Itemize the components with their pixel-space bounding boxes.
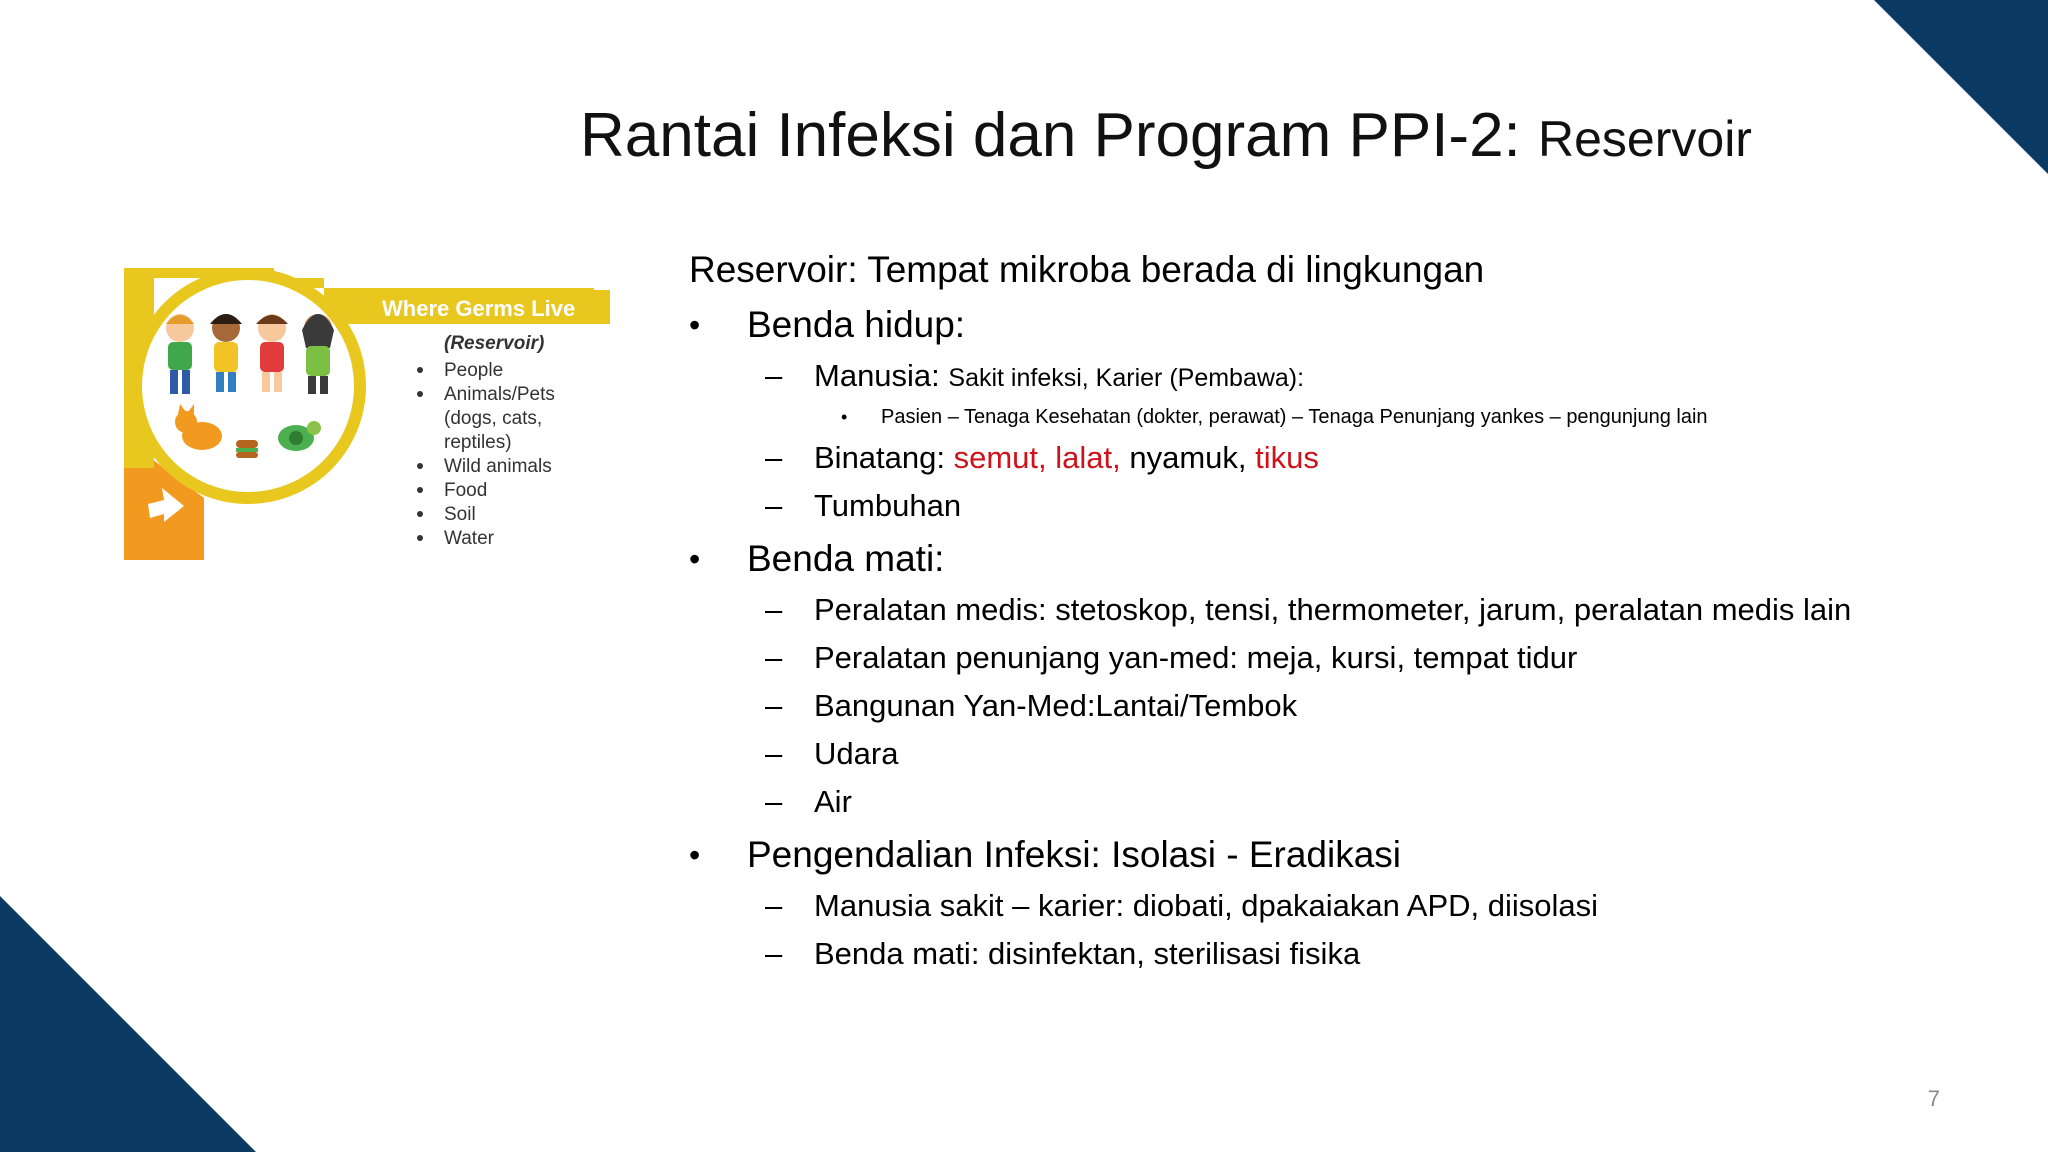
binatang-red-text: semut, lalat, <box>953 440 1121 475</box>
title-sub: Reservoir <box>1538 111 1752 167</box>
manusia-label: Manusia: <box>814 358 949 393</box>
bullet-nonliving-things: • Benda mati: <box>689 532 1989 586</box>
subbullet-nonliving: – Peralatan medis: stetoskop, tensi, thermometer, jarum, peralatan medis lain <box>689 586 1989 634</box>
graphic-subheading: (Reservoir) <box>444 333 545 354</box>
subbullet-control: – Manusia sakit – karier: diobati, dpakaiakan APD, diisolasi <box>689 882 1989 930</box>
graphic-item: (dogs, cats, <box>444 408 543 429</box>
graphic-item: reptiles) <box>444 432 512 453</box>
intro-line: Reservoir: Tempat mikroba berada di lingkungan <box>689 249 1485 290</box>
subbullet-nonliving: – Air <box>689 778 1989 826</box>
page-number: 7 <box>1927 1086 1940 1111</box>
binatang-label: Binatang: <box>814 440 954 475</box>
subbullet-nonliving: – Udara <box>689 730 1989 778</box>
graphic-item: Wild animals <box>444 456 552 477</box>
bullet-living-things: • Benda hidup: <box>689 298 1989 352</box>
subbullet-control: – Benda mati: disinfektan, sterilisasi fisika <box>689 930 1989 978</box>
subbullet-tumbuhan: – Tumbuhan <box>689 482 1989 530</box>
subbullet-nonliving: – Peralatan penunjang yan-med: meja, kursi, tempat tidur <box>689 634 1989 682</box>
title-main: Rantai Infeksi dan Program PPI-2: <box>580 101 1539 170</box>
where-germs-live-graphic <box>124 268 612 560</box>
subsubbullet-manusia-examples: • Pasien – Tenaga Kesehatan (dokter, perawat) – Tenaga Penunjang yankes – pengunjung lain <box>689 400 1989 434</box>
slide-title <box>580 96 1752 179</box>
graphic-heading: Where Germs Live <box>382 296 576 321</box>
graphic-item: People <box>444 360 504 381</box>
subbullet-manusia <box>689 352 1989 400</box>
bullet-infection-control: • Pengendalian Infeksi: Isolasi - Eradikasi <box>689 828 1989 882</box>
subbullet-nonliving: – Bangunan Yan-Med:Lantai/Tembok <box>689 682 1989 730</box>
subbullet-binatang <box>689 434 1989 482</box>
corner-decoration-top-right <box>1874 0 2048 174</box>
binatang-mid-text: nyamuk, <box>1120 440 1256 475</box>
graphic-item: Soil <box>444 504 476 525</box>
graphic-item: Animals/Pets <box>444 384 555 405</box>
manusia-detail: Sakit infeksi, Karier (Pembawa): <box>948 364 1305 392</box>
slide-body <box>689 242 1989 978</box>
binatang-red-text-2: tikus <box>1255 440 1319 475</box>
graphic-item: Food <box>444 480 488 501</box>
corner-decoration-bottom-left <box>0 896 256 1152</box>
graphic-item: Water <box>444 528 494 549</box>
